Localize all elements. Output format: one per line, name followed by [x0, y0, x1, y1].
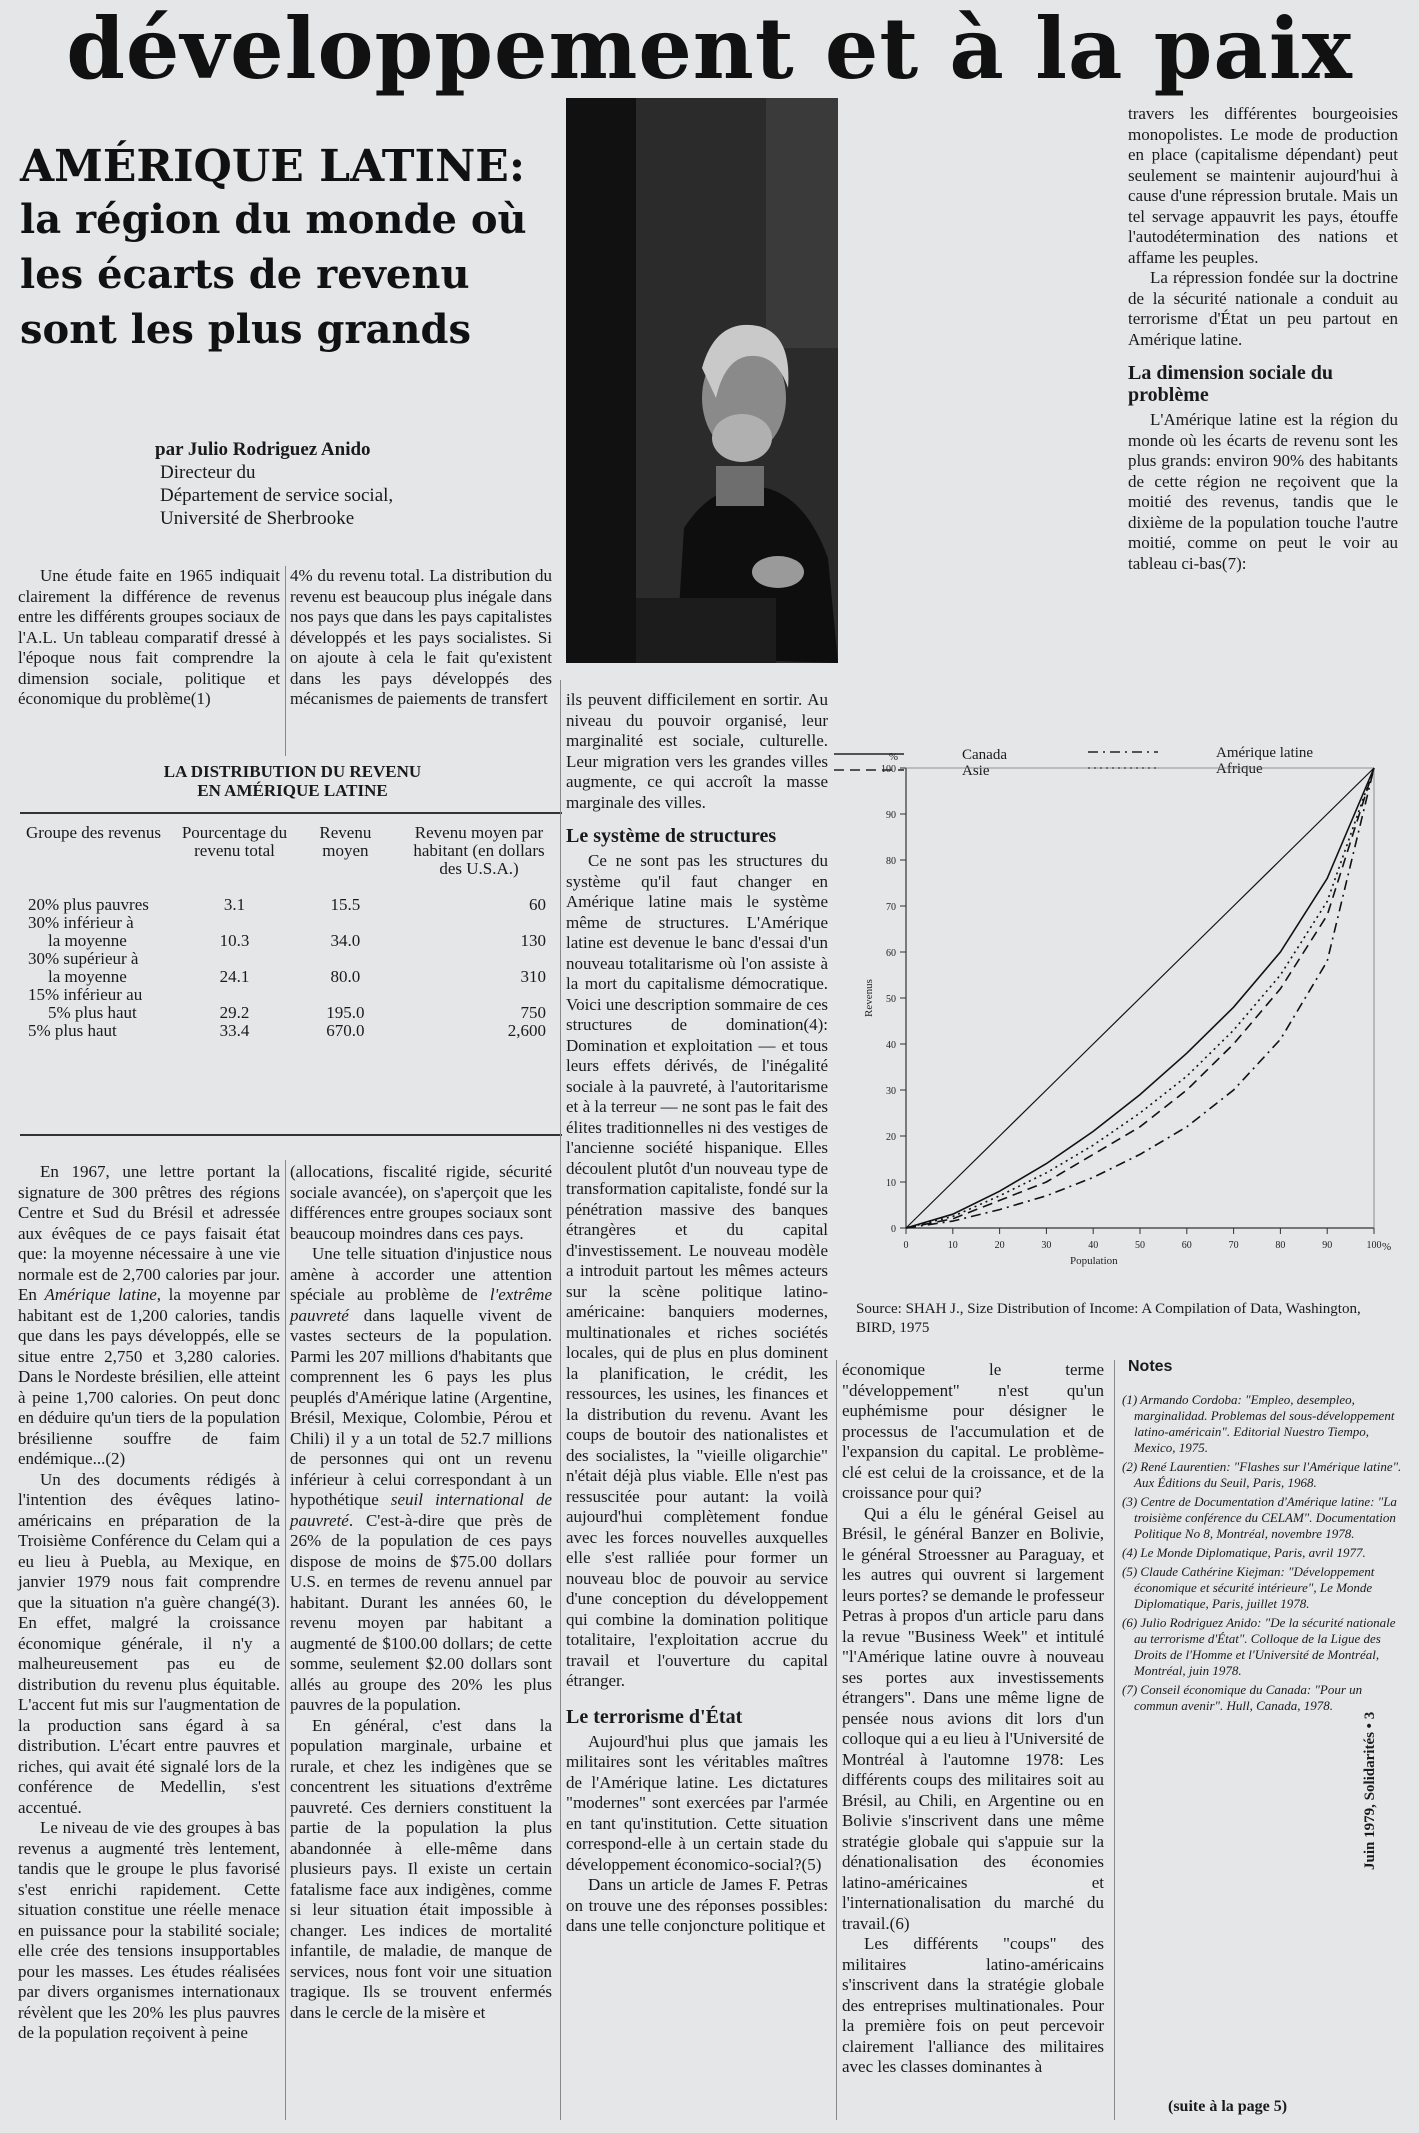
table-bottom-rule	[20, 1134, 562, 1136]
table-title	[20, 762, 565, 800]
table-cell-avg: 15.5	[330, 895, 361, 914]
x-tick-label: 60	[1181, 1240, 1192, 1251]
legend-label: Afrique	[1216, 761, 1263, 777]
group-label: 5% plus haut	[28, 1021, 117, 1040]
subhead-terrorisme: Le terrorisme d'État	[566, 1705, 743, 1728]
table-cell-pct: 29.2	[219, 1003, 250, 1022]
table-cell-pct: 33.4	[219, 1021, 250, 1040]
col4-para: Qui a élu le général Geisel au Brésil, le général Banzer en Bolivie, le général Stroessner au Paraguay, et les autres qui ouvrent si largement leurs portes? se demande le professeur Petras à propos d'un article paru dans la revue "Business Week" et intitulé "l'Amérique latine ouvre à nouveau ses portes aux investissements étrangers". Dans une même ligne de pensée nous avions dit lors d'un colloque qui a eu lieu à l'Université de Montréal à l'automne 1978: Les différents coups des militaires soit au Brésil, au Chili, en Argentine ou en Bolivie s'inscrivent dans une même stratégie globale qui s'appuie sur la dénationalisation des économies latino-américaines et l'internationalisation du marché du travail.(6)	[842, 1503, 1104, 1933]
col4-para: économique le terme "développement" n'est qu'un euphémisme pour désigner le processus de l'accumulation et de l'expansion du capital. Le problème-clé est celui de la croissance, et de la croissance pour qui?	[842, 1360, 1104, 1502]
group-label: 30% supérieur à	[28, 949, 139, 968]
table-header-row	[20, 824, 560, 896]
x-tick-label: 20	[994, 1240, 1005, 1251]
column-rule	[836, 1360, 837, 2120]
y-tick-label: 30	[886, 1086, 896, 1097]
col3-para: Aujourd'hui plus que jamais les militaires sont les véritables maîtres de l'Amérique latine. Les dictatures "modernes" sont exercées par l'armée en tant qu'institution. Cette situation correspond-elle à un certain stade du développement économico-social?(5)	[566, 1731, 828, 1874]
table-header: Pourcentage du revenu total	[181, 823, 288, 860]
col1-para-text: , la moyenne par habitant est de 1,200 calories, tandis que dans les pays développés, elle se situe entre 2,750 et 3,280 calories. Dans le Nordeste brésilien, elle atteint à peine 1,700 calories. On peut donc en déduire qu'un tiers de la population brésilienne souffre de faim endémique...(2)	[18, 1285, 280, 1468]
income-distribution-table	[20, 824, 560, 1040]
col2-para-text: dans laquelle vivent de vastes secteurs de la population. Parmi les 207 millions d'habitants que comprennent les 6 pays les plus peuplés d'Amérique latine (Argentine, Brésil, Mexique, Colombie, Pérou et Chili) il y a un total de 52.7 millions de personnes qui ont un revenu inférieur à celui correspondant à un hypothétique	[290, 1305, 552, 1509]
table-cell-pct: 10.3	[219, 931, 250, 950]
y-tick-label: 60	[886, 948, 896, 959]
group-label-cont: la moyenne	[48, 967, 127, 986]
col5-para: La répression fondée sur la doctrine de la sécurité nationale a conduit au terrorisme d'État un peu partout en Amérique latine.	[1128, 268, 1398, 349]
group-label: 20% plus pauvres	[28, 895, 149, 914]
col5-body	[1128, 104, 1398, 574]
col5-para: travers les différentes bourgeoisies monopolistes. Le mode de production en place (capitalisme dépendant) peut seulement se maintenir aujourd'hui à cause d'une répression brutale. Mais un tel servage appauvrit les pays, étouffe l'autodétermination des nations et affame les peuples.	[1128, 104, 1398, 267]
y-tick-label: 90	[886, 810, 896, 821]
byline	[155, 438, 545, 530]
byline-title-2: Département de service social,	[160, 485, 394, 506]
x-tick-label: 40	[1088, 1240, 1099, 1251]
x-tick-label: 70	[1228, 1240, 1239, 1251]
table-title-line-1: LA DISTRIBUTION DU REVENU	[163, 762, 422, 781]
table-cell-avg: 670.0	[326, 1021, 365, 1040]
col4-para: Les différents "coups" des militaires latino-américains s'inscrivent dans la stratégie globale des entreprises multinationales. Pour la première fois on peut percevoir clairement l'alliance des militaires avec les classes dominantes à	[842, 1934, 1104, 2076]
y-tick-label: 80	[886, 856, 896, 867]
col2-para: (allocations, fiscalité rigide, sécurité sociale avancée), on s'aperçoit que les différences entre groupes sociaux sont beaucoup moindres dans ces pays.	[290, 1162, 552, 1243]
lorenz-chart-svg	[820, 740, 1400, 1300]
x-tick-label: 80	[1275, 1240, 1286, 1251]
table-row	[20, 914, 560, 950]
table-cell-percap: 750	[520, 1003, 546, 1022]
col1-para: Un des documents rédigés à l'intention des évêques latino-américains en préparation de la Troisième Conférence du Celam qui a eu lieu à Puebla, au Mexique, en janvier 1979 nous fait comprendre que la situation n'a guère changé(3). En effet, malgré la croissance économique générale, il n'y a malheureusement pas eu de distribution du revenu plus équitable. L'accent fut mis sur l'augmentation de la production sans égard à sa distribution. L'écart entre pauvres et riches, qui avait été signalé lors de la conférence de Medellin, s'est accentué.	[18, 1469, 280, 1817]
table-row	[20, 950, 560, 986]
col1-intro	[18, 566, 280, 710]
table-header: Revenu moyen par habitant (en dollars des U.S.A.)	[413, 823, 545, 878]
col3-para: Ce ne sont pas les structures du système qu'il faut changer en Amérique latine mais le système même de structures. L'Amérique latine est devenue le banc d'essai d'un nouveau totalitarisme où l'on assiste à la mort du capitalisme démocratique. Voici une description sommaire de ces structures de domination(4): Domination et exploitation — et tous leurs effets dérivés, de l'inégalité sociale à la pauvreté, à l'autoritarisme et à la terreur — ne sont pas le fait des élites traditionnelles ni des vestiges de l'ancienne société hispanique. Elles découlent plutôt d'un nouveau type de transformation capitaliste, fondé sur la pénétration massive des banques étrangères et du capital d'investissement. Le nouveau modèle a introduit partout les mêmes acteurs sur la scène politique latino-américaine: banquiers modernes, multinationales et riches sociétés locales, qui de plus en plus dominent la planification, le crédit, les ressources, les usines, les finances et la distribution du revenu. Avant les coups de boutoir des nationalistes et des socialistes, la "vieille oligarchie" n'était déjà plus viable. Elle n'est pas ressuscitée pour autant: la voilà aujourd'hui complètement fondue avec les forces nouvelles auxquelles elle s'est ralliée pour former un nouveau bloc de pouvoir au service d'une conception du développement qui combine la domination politique totalitaire, l'exploitation accrue du travail et l'ouverture du capital étranger.	[566, 851, 828, 1690]
y-axis-label: Revenus	[863, 979, 875, 1017]
photo-speaker-drawing	[566, 98, 838, 663]
photo-speaker	[566, 98, 838, 663]
col3-body	[566, 690, 828, 1937]
table-cell-pct: 3.1	[223, 895, 246, 914]
table-title-line-2: EN AMÉRIQUE LATINE	[197, 781, 388, 800]
col3-para: ils peuvent difficilement en sortir. Au niveau du pouvoir organisé, leur marginalité est sociale, culturelle. Leur migration vers les grandes villes augmente, ce qui accroît la masse marginale des villes.	[566, 690, 828, 812]
group-label: 30% inférieur à	[28, 913, 134, 932]
x-tick-label: 90	[1322, 1240, 1333, 1251]
y-tick-label: 40	[886, 1040, 896, 1051]
series-line-equality	[906, 768, 1374, 1228]
note-item: (1) Armando Cordoba: "Empleo, desempleo, marginalidad. Problemas del sous-développement latino-américain". Editorial Nuestro Tiempo, Mexico, 1975.	[1122, 1392, 1395, 1455]
note-item: (4) Le Monde Diplomatique, Paris, avril 1977.	[1122, 1545, 1366, 1560]
col2-para-emphasis: l'extrême pauvreté	[290, 1285, 552, 1325]
group-label-cont: 5% plus haut	[48, 1003, 137, 1022]
table-cell-percap: 310	[520, 967, 546, 986]
col2-intro	[290, 566, 552, 710]
table-cell-percap: 2,600	[507, 1021, 546, 1040]
x-tick-label: 30	[1041, 1240, 1052, 1251]
group-label-cont: la moyenne	[48, 931, 127, 950]
x-axis-label: Population	[1070, 1255, 1118, 1267]
note-item: (5) Claude Cathérine Kiejman: "Développement économique et sécurité intérieure", Le Monde Diplomatique, Paris, juillet 1978.	[1122, 1564, 1375, 1611]
x-tick-label: 10	[947, 1240, 958, 1251]
y-tick-label: 10	[886, 1178, 896, 1189]
column-rule	[285, 566, 286, 756]
col1-body	[18, 1162, 280, 2044]
notes-list	[1122, 1392, 1407, 1717]
column-rule	[560, 680, 561, 2120]
table-header: Groupe des revenus	[26, 823, 162, 842]
table-cell-pct: 24.1	[219, 967, 250, 986]
byline-name: par Julio Rodriguez Anido	[155, 439, 371, 460]
byline-title-1: Directeur du	[160, 462, 256, 483]
col1-para-emphasis: Amérique latine	[44, 1285, 157, 1304]
masthead: développement et à la paix	[66, 0, 1353, 98]
table-cell-group	[20, 1022, 176, 1040]
x-end-label: %	[1382, 1241, 1392, 1253]
table-row	[20, 896, 560, 914]
col2-para-emphasis: seuil international de pauvreté	[290, 1490, 552, 1530]
table-cell-avg: 80.0	[330, 967, 361, 986]
y-end-label: %	[888, 751, 898, 763]
col5-para: L'Amérique latine est la région du monde où les écarts de revenu sont les plus grands: environ 90% des habitants de cette région ne reçoivent que la moitié des revenus, tandis que le dixième de la population touche l'autre moitié, comme on peut le voir au tableau ci-bas(7):	[1128, 410, 1398, 573]
table-cell-group	[20, 950, 176, 986]
legend-label: Canada	[962, 747, 1007, 763]
col2-body	[290, 1162, 552, 2023]
table-cell-avg: 195.0	[326, 1003, 365, 1022]
col1-para-text: En 1967, une lettre portant la signature de 300 prêtres des régions Centre et Sud du Brésil et adressée aux évêques de ce pays faisait état que: la moyenne nécessaire à une vie normale est de 2,700 calories par jour. En	[18, 1162, 280, 1304]
group-label: 15% inférieur au	[28, 985, 143, 1004]
legend-label: Asie	[962, 763, 990, 779]
table-row	[20, 1022, 560, 1040]
article-headline: la région du monde où les écarts de revenu sont les plus grands	[20, 196, 527, 353]
continued-note: (suite à la page 5)	[1168, 2098, 1288, 2115]
y-tick-label: 0	[891, 1224, 896, 1235]
notes-title: Notes	[1128, 1358, 1173, 1375]
x-tick-label: 50	[1135, 1240, 1145, 1251]
note-item: (6) Julio Rodriguez Anido: "De la sécurité nationale au terrorisme d'État". Colloque de la Ligue des Droits de l'Homme et l'Université de Montréal, Montréal, juin 1978.	[1122, 1615, 1396, 1678]
table-header: Revenu moyen	[319, 823, 372, 860]
col4-body	[842, 1360, 1104, 2078]
table-cell-group	[20, 914, 176, 950]
col2-para-text: . C'est-à-dire que près de 26% de la population de ces pays dispose de moins de $75.00 dollars U.S. en termes de revenu annuel par habitant. Durant les années 60, le revenu moyen par habitant a augmenté de $100.00 dollars; de cette somme, seulement $2.00 dollars sont allés au groupe des 20% les plus pauvres de la population.	[290, 1510, 552, 1714]
column-rule	[285, 1160, 286, 2120]
subhead-systeme: Le système de structures	[566, 825, 777, 847]
column-rule	[1114, 1360, 1115, 2120]
col3-para: Dans un article de James F. Petras on trouve une des réponses possibles: dans une telle conjoncture politique et	[566, 1875, 828, 1935]
table-cell-percap: 60	[529, 895, 546, 914]
col2-para-text: Une telle situation d'injustice nous amène à accorder une attention spéciale au problème de	[290, 1244, 552, 1304]
table-cell-percap: 130	[520, 931, 546, 950]
table-top-rule	[20, 812, 562, 814]
y-tick-label: 50	[886, 994, 896, 1005]
folio: Juin 1979, Solidarités • 3	[1362, 1711, 1378, 1870]
table-cell-group	[20, 896, 176, 914]
col1-para	[18, 1162, 280, 1470]
article-kicker: AMÉRIQUE LATINE:	[20, 141, 526, 192]
col2-intro-text: 4% du revenu total. La distribution du revenu est beaucoup plus inégale dans nos pays que dans les pays capitalistes développés et les pays socialistes. Si on ajoute à cela le fait qu'existent dans les pays développés des mécanismes de paiements de transfert	[290, 566, 552, 708]
y-tick-label: 70	[886, 902, 896, 913]
note-item: (3) Centre de Documentation d'Amérique latine: "La troisième conférence du CELAM". Documentation Politique No 8, Montréal, novembre 1978.	[1122, 1494, 1397, 1541]
y-tick-label: 20	[886, 1132, 896, 1143]
table-row	[20, 986, 560, 1022]
subhead-dimension-sociale: La dimension sociale du problème	[1128, 362, 1334, 406]
lorenz-chart	[820, 740, 1400, 1300]
byline-title-3: Université de Sherbrooke	[160, 508, 355, 529]
col1-intro-text: Une étude faite en 1965 indiquait clairement la différence de revenus entre les différents groupes sociaux de l'A.L. Un tableau comparatif dressé à l'époque nous fait comprendre la dimension sociale, politique et économique du problème(1)	[18, 566, 280, 708]
col2-para: En général, c'est dans la population marginale, urbaine et rurale, et chez les indigènes que se concentrent les situations d'extrême pauvreté. Ces derniers constituent la partie de la population la plus abandonnée à elle-même dans plusieurs pays. Il existe un certain fatalisme face aux indigènes, comme si leur situation était impossible à changer. Les indices de mortalité infantile, de maladie, de manque de services, nous font voir une situation tragique. Ils se trouvent enfermés dans le cercle de la misère et	[290, 1715, 552, 2022]
table-cell-avg: 34.0	[330, 931, 361, 950]
x-tick-label: 0	[903, 1240, 909, 1251]
note-item: (7) Conseil économique du Canada: "Pour un commun avenir". Hull, Canada, 1978.	[1122, 1682, 1363, 1713]
x-tick-label: 100	[1366, 1240, 1382, 1251]
y-tick-label: 100	[881, 764, 896, 775]
note-item: (2) René Laurentien: "Flashes sur l'Amérique latine". Aux Éditions du Seuil, Paris, 1968.	[1122, 1459, 1402, 1490]
col1-para: Le niveau de vie des groupes à bas revenus a augmenté très lentement, tandis que le groupe le plus favorisé s'est enrichi rapidement. Cette situation constitue une réelle menace en puissance pour la stabilité sociale; elle crée des tensions insupportables pour les masses. Les études réalisées par divers organismes internationaux révèlent que les 20% les plus pauvres de la population reçoivent à peine	[18, 1818, 280, 2042]
col2-para	[290, 1244, 552, 1716]
legend-label: Amérique latine	[1216, 745, 1314, 761]
chart-source: Source: SHAH J., Size Distribution of Income: A Compilation of Data, Washington, BIRD, 1975	[856, 1301, 1361, 1336]
table-cell-group	[20, 986, 176, 1022]
